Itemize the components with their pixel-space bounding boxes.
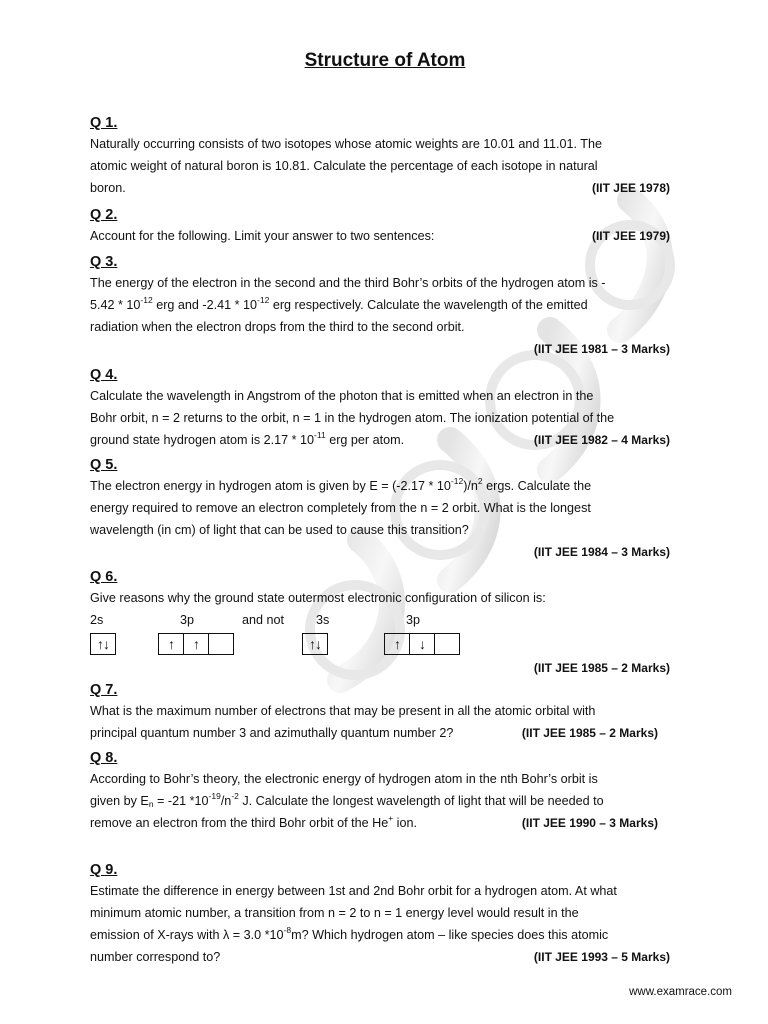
exam-source: (IIT JEE 1990 – 3 Marks) <box>521 816 658 830</box>
exam-source: (IIT JEE 1985 – 2 Marks) <box>533 661 670 675</box>
electron-arrows: ↓ <box>410 634 435 654</box>
electron-arrows: ↑↓ <box>309 636 321 652</box>
electron-arrows <box>435 634 459 654</box>
question-2 <box>90 205 680 247</box>
question-4 <box>90 365 680 451</box>
electron-arrows: ↑↓ <box>97 636 109 652</box>
electron-arrows <box>209 634 233 654</box>
question-text-line: $5.42 * 10^{-12}$ erg and $-2.41 * 10^{-12}$ erg respectively. Calculate the wavelength of the emitted <box>90 295 588 312</box>
question-9 <box>90 860 680 968</box>
question-text-line: ground state hydrogen atom is $2.17 * 10^{-11}$ erg per atom. <box>90 430 405 447</box>
footer-website-link[interactable]: www.examrace.com <box>629 986 732 998</box>
question-text-line: remove an electron from the third Bohr orbit of the He+ ion. <box>90 813 417 830</box>
orbital-box-3s <box>302 633 328 655</box>
question-text-line: The electron energy in hydrogen atom is given by $E = (-2.17 * 10^{-12})/n^2$ ergs. Calculate the <box>90 476 592 493</box>
question-text-line: radiation when the electron drops from the third to the second orbit. <box>90 320 465 334</box>
question-heading: Q 5. <box>90 457 118 473</box>
question-1 <box>90 113 680 199</box>
orbital-label-3p: 3p <box>406 613 421 627</box>
exam-source: (IIT JEE 1981 – 3 Marks) <box>533 342 670 356</box>
and-not-label: and not <box>242 613 285 627</box>
question-heading: Q 2. <box>90 207 118 223</box>
question-text-line: energy required to remove an electron completely from the n = 2 orbit. What is the longest <box>90 501 591 515</box>
question-text-line: minimum atomic number, a transition from n = 2 to n = 1 energy level would result in the <box>90 906 579 920</box>
orbital-box-3p <box>158 633 234 655</box>
question-text-line: What is the maximum number of electrons that may be present in all the atomic orbital with <box>90 704 596 718</box>
page-title: Structure of Atom <box>304 50 466 71</box>
question-5 <box>90 455 680 563</box>
question-text-line: Account for the following. Limit your answer to two sentences: <box>90 229 435 243</box>
question-heading: Q 7. <box>90 682 118 698</box>
question-heading: Q 9. <box>90 862 118 878</box>
question-heading: Q 3. <box>90 254 118 270</box>
question-text-line: atomic weight of natural boron is 10.81. Calculate the percentage of each isotope in natural <box>90 159 598 173</box>
question-text-line: Estimate the difference in energy between 1st and 2nd Bohr orbit for a hydrogen atom. At what <box>90 884 617 898</box>
question-heading: Q 8. <box>90 750 118 766</box>
question-text-line: Give reasons why the ground state outermost electronic configuration of silicon is: <box>90 591 546 605</box>
exam-source: (IIT JEE 1984 – 3 Marks) <box>533 545 670 559</box>
exam-source: (IIT JEE 1978) <box>591 181 670 195</box>
electron-arrows: ↑ <box>159 634 184 654</box>
question-text-line: Naturally occurring consists of two isotopes whose atomic weights are 10.01 and 11.01. The <box>90 137 602 151</box>
orbital-diagram <box>90 631 680 657</box>
question-6 <box>90 567 680 679</box>
question-heading: Q 4. <box>90 367 118 383</box>
question-7 <box>90 680 680 744</box>
question-text-line: wavelength (in cm) of light that can be used to cause this transition? <box>90 523 469 537</box>
question-3 <box>90 252 680 360</box>
orbital-box-3p-alt <box>384 633 460 655</box>
orbital-label-3p: 3p <box>180 613 195 627</box>
question-text-line: number correspond to? <box>90 950 221 964</box>
question-text-line: According to Bohr’s theory, the electronic energy of hydrogen atom in the nth Bohr’s orbit is <box>90 772 598 786</box>
exam-source: (IIT JEE 1982 – 4 Marks) <box>533 433 670 447</box>
orbital-label-2s: 2s <box>90 613 104 627</box>
question-heading: Q 1. <box>90 115 118 131</box>
question-text-line: emission of X-rays with λ = 3.0 $*10^{-8}m$? Which hydrogen atom – like species does this atomic <box>90 925 609 942</box>
exam-source: (IIT JEE 1985 – 2 Marks) <box>521 726 658 740</box>
electron-arrows: ↑ <box>184 634 209 654</box>
orbital-box-2s <box>90 633 116 655</box>
question-text-line: boron. <box>90 181 126 195</box>
question-text-line: principal quantum number 3 and azimuthally quantum number 2? <box>90 726 454 740</box>
orbital-label-3s: 3s <box>316 613 330 627</box>
question-heading: Q 6. <box>90 569 118 585</box>
question-8 <box>90 748 680 834</box>
question-text-line: The energy of the electron in the second and the third Bohr’s orbits of the hydrogen atom is - <box>90 276 606 290</box>
question-text-line: Bohr orbit, n = 2 returns to the orbit, n = 1 in the hydrogen atom. The ionization potential of the <box>90 411 615 425</box>
exam-source: (IIT JEE 1993 – 5 Marks) <box>533 950 670 964</box>
question-text-line: Calculate the wavelength in Angstrom of the photon that is emitted when an electron in the <box>90 389 594 403</box>
question-text-line: given by $E_n = -21$ $*10^{-19}/n^{-2}$ J. Calculate the longest wavelength of light that will be needed to <box>90 791 604 809</box>
electron-arrows: ↑ <box>385 634 410 654</box>
exam-source: (IIT JEE 1979) <box>591 229 670 243</box>
